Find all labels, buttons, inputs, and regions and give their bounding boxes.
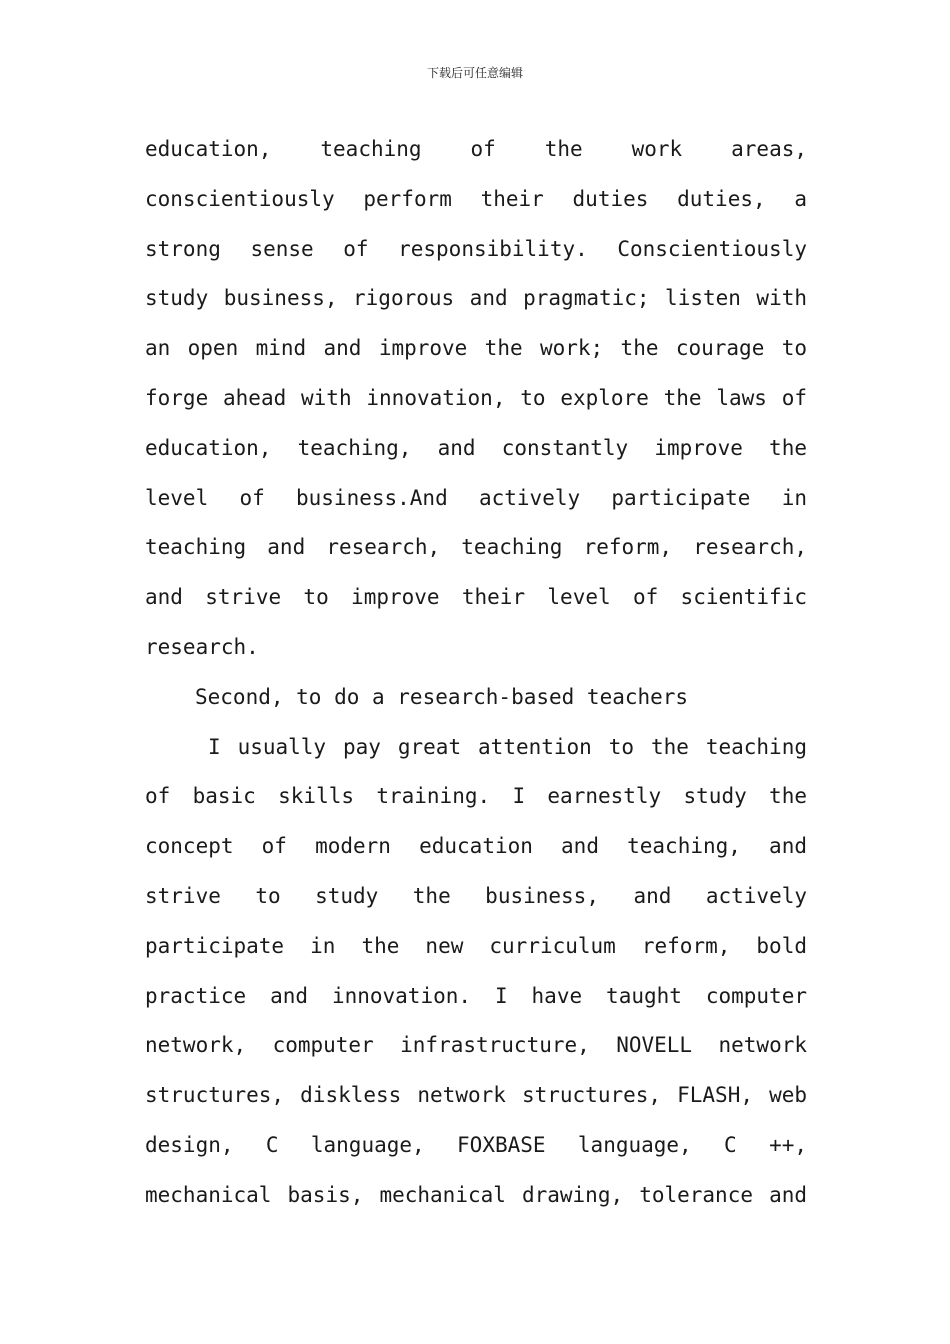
text-line: education, teaching, and constantly improve the — [145, 435, 807, 460]
text-line: research. — [145, 634, 259, 659]
paragraph-duties — [145, 125, 807, 673]
text-line: level of business.And actively participate in — [145, 485, 807, 510]
text-line: structures, diskless network structures, FLASH, web — [145, 1083, 807, 1108]
text-line: education, teaching of the work areas, — [145, 137, 807, 161]
text-line: design, C language, FOXBASE language, C ++, — [145, 1132, 807, 1157]
document-body — [145, 125, 807, 1221]
text-line: strong sense of responsibility. Conscientiously — [145, 236, 807, 261]
text-line: I usually pay great attention to the teaching — [208, 734, 807, 759]
text-line: an open mind and improve the work; the courage to — [145, 336, 807, 361]
paragraph-teaching-skills — [145, 723, 807, 1221]
text-line: practice and innovation. I have taught computer — [145, 983, 807, 1008]
text-line: participate in the new curriculum reform, bold — [145, 933, 807, 958]
text-line: and strive to improve their level of scientific — [145, 585, 807, 610]
text-line: concept of modern education and teaching, and — [145, 834, 807, 859]
text-line: of basic skills training. I earnestly study the — [145, 784, 807, 809]
text-line: teaching and research, teaching reform, research, — [145, 535, 807, 560]
text-line: study business, rigorous and pragmatic; listen with — [145, 286, 807, 311]
text-line: network, computer infrastructure, NOVELL network — [145, 1033, 807, 1058]
text-line: strive to study the business, and actively — [145, 883, 807, 908]
section-heading: Second, to do a research-based teachers — [195, 684, 689, 709]
text-line: conscientiously perform their duties duties, a — [145, 186, 807, 211]
page-header-note: 下载后可任意编辑 — [426, 66, 523, 80]
text-line: mechanical basis, mechanical drawing, tolerance and — [145, 1182, 807, 1207]
text-line: forge ahead with innovation, to explore the laws of — [145, 385, 807, 410]
